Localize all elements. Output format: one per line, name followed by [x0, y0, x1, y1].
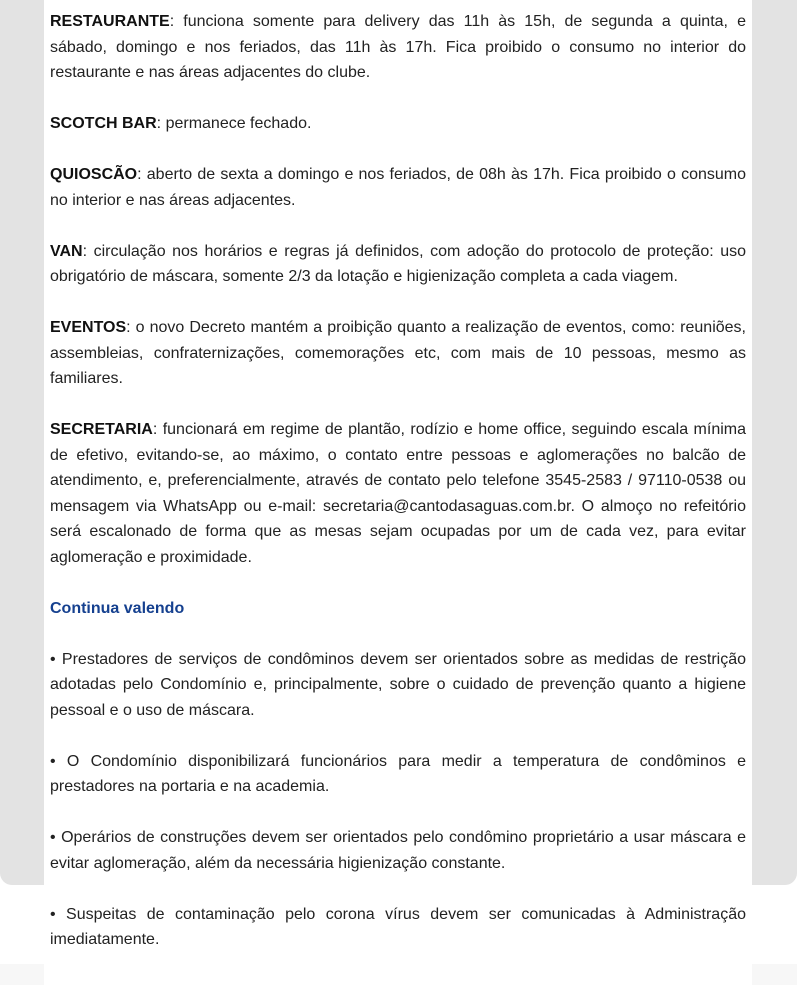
notice-text: : funciona somente para delivery das 11h às 15h, de segunda a quinta, e sábado, domingo e nos feriados, das 11h às 17h. Fica proibido o consumo no interior do restaurante e nas áreas adjacentes do clube. [50, 13, 746, 81]
notice-text: : funcionará em regime de plantão, rodízio e home office, seguindo escala mínima de efetivo, evitando-se, ao máximo, o contato entre pessoas e aglomerações no balcão de atendimento, e, preferencialmente, através de contato pelo telefone 3545-2583 / 97110-0538 ou mensagem via WhatsApp ou e-mail: secretaria@cantodasaguas.com.br. O almoço no refeitório será escalonado de forma que as mesas sejam ocupadas por um de cada vez, para evitar aglomeração e proximidade. [50, 421, 746, 566]
notice-label: VAN [50, 242, 83, 260]
notice-text: : o novo Decreto mantém a proibição quanto a realização de eventos, como: reuniões, assembleias, confraternizações, comemorações etc, com mais de 10 pessoas, mesmo as familiares. [50, 319, 746, 387]
article-content [44, 0, 752, 985]
notice-text: : permanece fechado. [156, 115, 312, 132]
notice-label: RESTAURANTE [50, 13, 170, 30]
notice-quiosque [50, 162, 746, 213]
notice-secretaria [50, 417, 746, 570]
bullet-item: • Prestadores de serviços de condôminos devem ser orientados sobre as medidas de restrição adotadas pelo Condomínio e, principalmente, sobre o cuidado de prevenção quanto a higiene pessoal e o uso de máscara. [50, 650, 746, 719]
section-heading: Continua valendo [50, 599, 185, 617]
notice-label: SECRETARIA [50, 421, 153, 438]
notice-scotch-bar [50, 111, 746, 137]
notice-label: QUIOSCÃO [50, 166, 138, 183]
notice-restaurante [50, 9, 746, 86]
bullet-item: • Operários de construções devem ser orientados pelo condômino proprietário a usar máscara e evitar aglomeração, além da necessária higienização constante. [50, 829, 746, 872]
bullet-item: • Suspeitas de contaminação pelo corona vírus devem ser comunicadas à Administração imediatamente. [50, 905, 746, 948]
notice-label: SCOTCH BAR [50, 115, 157, 132]
notice-label: EVENTOS [50, 319, 127, 336]
notice-van [50, 239, 746, 290]
bullet-item: • O Condomínio disponibilizará funcionários para medir a temperatura de condôminos e prestadores na portaria e na academia. [50, 752, 746, 795]
notice-text: : aberto de sexta a domingo e nos feriados, de 08h às 17h. Fica proibido o consumo no interior e nas áreas adjacentes. [50, 166, 746, 209]
notice-text: : circulação nos horários e regras já definidos, com adoção do protocolo de proteção: uso obrigatório de máscara, somente 2/3 da lotação e higienização completa a cada viagem. [50, 242, 746, 285]
notice-eventos [50, 315, 746, 392]
